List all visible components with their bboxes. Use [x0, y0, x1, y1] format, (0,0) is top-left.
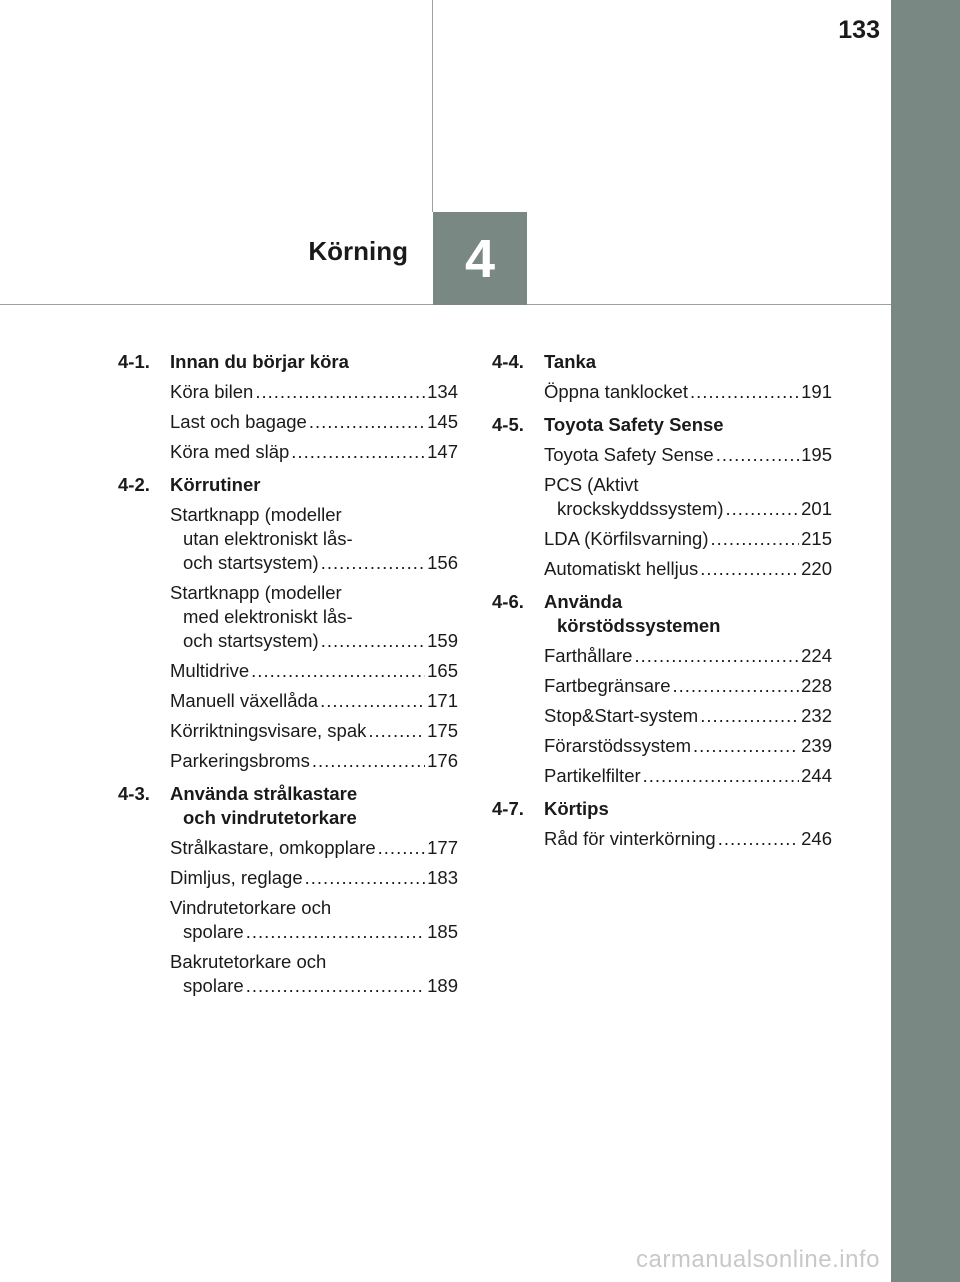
dot-leader [312, 749, 425, 773]
toc-entry[interactable] [118, 836, 458, 860]
entry-leader-line [544, 497, 832, 521]
page-number: 133 [838, 16, 880, 44]
entry-text-line: Bakrutetorkare och [170, 951, 327, 972]
toc-entry[interactable] [118, 503, 458, 575]
section-number: 4-5. [492, 414, 524, 435]
dot-leader [700, 557, 799, 581]
dot-leader [378, 836, 425, 860]
entry-leader-line [544, 380, 832, 404]
entry-title: Köra bilen [170, 381, 254, 402]
entry-title: Partikelfilter [544, 765, 641, 786]
entry-page-number: 191 [801, 381, 832, 402]
section-heading[interactable] [118, 782, 458, 830]
entry-title: LDA (Körfilsvarning) [544, 528, 709, 549]
entry-title: och startsystem) [183, 630, 319, 651]
entry-page-number: 228 [801, 675, 832, 696]
dot-leader [718, 827, 799, 851]
entry-title: Toyota Safety Sense [544, 444, 714, 465]
vertical-divider [432, 0, 433, 212]
entry-title: Stop&Start-system [544, 705, 699, 726]
entry-page-number: 171 [427, 690, 458, 711]
entry-text-line: med elektroniskt lås- [183, 606, 353, 627]
entry-leader-line [544, 644, 832, 668]
dot-leader [711, 527, 800, 551]
toc-entry[interactable] [118, 866, 458, 890]
entry-leader-line [544, 764, 832, 788]
entry-page-number: 239 [801, 735, 832, 756]
toc-entry[interactable] [118, 689, 458, 713]
toc-entry[interactable] [492, 704, 832, 728]
toc-entry[interactable] [118, 659, 458, 683]
entry-page-number: 147 [427, 441, 458, 462]
section-title: Innan du börjar köra [170, 351, 349, 372]
dot-leader [255, 380, 425, 404]
entry-leader-line [544, 704, 832, 728]
toc-entry[interactable] [118, 440, 458, 464]
entry-leader-line [544, 443, 832, 467]
entry-leader-line [170, 380, 458, 404]
chapter-number-box: 4 [433, 212, 527, 305]
section-number: 4-2. [118, 474, 150, 495]
toc-entry[interactable] [492, 443, 832, 467]
toc-entry[interactable] [118, 380, 458, 404]
section-heading[interactable] [492, 413, 832, 437]
entry-leader-line [170, 920, 458, 944]
entry-leader-line [170, 719, 458, 743]
section-title: Körtips [544, 798, 609, 819]
entry-page-number: 159 [427, 630, 458, 651]
entry-leader-line [170, 440, 458, 464]
entry-text-line: Vindrutetorkare och [170, 897, 332, 918]
toc-entry[interactable] [492, 644, 832, 668]
entry-page-number: 232 [801, 705, 832, 726]
dot-leader [672, 674, 799, 698]
entry-leader-line [170, 689, 458, 713]
dot-leader [320, 689, 425, 713]
toc-entry[interactable] [492, 380, 832, 404]
toc-entry[interactable] [118, 719, 458, 743]
entry-leader-line [170, 551, 458, 575]
entry-title: Parkeringsbroms [170, 750, 310, 771]
entry-page-number: 201 [801, 498, 832, 519]
entry-title: och startsystem) [183, 552, 319, 573]
entry-leader-line [170, 836, 458, 860]
section-title: Toyota Safety Sense [544, 414, 724, 435]
entry-title: Köra med släp [170, 441, 290, 462]
entry-text-line: utan elektroniskt lås- [183, 528, 353, 549]
entry-page-number: 156 [427, 552, 458, 573]
entry-page-number: 195 [801, 444, 832, 465]
entry-page-number: 185 [427, 921, 458, 942]
chapter-side-tab [891, 0, 960, 1282]
toc-section [492, 350, 832, 404]
toc-entry[interactable] [118, 410, 458, 434]
toc-entry[interactable] [118, 749, 458, 773]
section-number: 4-3. [118, 783, 150, 804]
entry-title: Körriktningsvisare, spak [170, 720, 367, 741]
toc-section [492, 590, 832, 788]
toc-section [118, 350, 458, 464]
section-number: 4-6. [492, 591, 524, 612]
entry-page-number: 165 [427, 660, 458, 681]
entry-leader-line [170, 749, 458, 773]
toc-entry[interactable] [492, 827, 832, 851]
toc-entry[interactable] [492, 674, 832, 698]
section-title: Tanka [544, 351, 597, 372]
dot-leader [690, 380, 799, 404]
toc-entry[interactable] [492, 557, 832, 581]
dot-leader [368, 719, 425, 743]
entry-title: Förarstödssystem [544, 735, 692, 756]
entry-leader-line [544, 827, 832, 851]
section-title-cont: körstödssystemen [557, 615, 721, 636]
section-title: Körrutiner [170, 474, 261, 495]
entry-title: Multidrive [170, 660, 250, 681]
entry-leader-line [544, 734, 832, 758]
toc-entry[interactable] [118, 581, 458, 653]
section-number: 4-4. [492, 351, 524, 372]
entry-title: spolare [183, 975, 244, 996]
entry-title: Last och bagage [170, 411, 307, 432]
dot-leader [693, 734, 799, 758]
toc-entry[interactable] [492, 764, 832, 788]
entry-text-line: PCS (Aktivt [544, 474, 639, 495]
toc-section [118, 782, 458, 998]
entry-page-number: 215 [801, 528, 832, 549]
section-number: 4-1. [118, 351, 150, 372]
entry-leader-line [170, 974, 458, 998]
dot-leader [716, 443, 799, 467]
chapter-title: Körning [308, 236, 408, 266]
dot-leader [700, 704, 799, 728]
dot-leader [291, 440, 425, 464]
dot-leader [634, 644, 799, 668]
watermark: carmanualsonline.info [636, 1246, 880, 1273]
toc-entry[interactable] [118, 896, 458, 944]
entry-title: Fartbegränsare [544, 675, 671, 696]
dot-leader [246, 974, 425, 998]
entry-leader-line [544, 674, 832, 698]
entry-text-line: Startknapp (modeller [170, 504, 342, 525]
toc-column-right [492, 350, 832, 860]
entry-page-number: 145 [427, 411, 458, 432]
entry-leader-line [544, 557, 832, 581]
section-heading[interactable] [492, 797, 832, 821]
toc-section [492, 413, 832, 581]
entry-leader-line [170, 410, 458, 434]
entry-page-number: 183 [427, 867, 458, 888]
entry-page-number: 134 [427, 381, 458, 402]
entry-title: Öppna tanklocket [544, 381, 688, 402]
entry-leader-line [170, 629, 458, 653]
entry-text-line: Startknapp (modeller [170, 582, 342, 603]
section-title: Använda [544, 591, 623, 612]
toc-section [492, 797, 832, 851]
section-title: Använda strålkastare [170, 783, 358, 804]
dot-leader [309, 410, 425, 434]
dot-leader [321, 629, 425, 653]
entry-page-number: 246 [801, 828, 832, 849]
toc-entry[interactable] [492, 734, 832, 758]
dot-leader [643, 764, 799, 788]
entry-page-number: 189 [427, 975, 458, 996]
dot-leader [251, 659, 425, 683]
entry-title: spolare [183, 921, 244, 942]
section-heading[interactable] [492, 350, 832, 374]
entry-title: krockskyddssystem) [557, 498, 724, 519]
dot-leader [321, 551, 425, 575]
section-heading[interactable] [118, 473, 458, 497]
section-heading[interactable] [118, 350, 458, 374]
toc-entry[interactable] [492, 473, 832, 521]
entry-leader-line [170, 659, 458, 683]
entry-title: Strålkastare, omkopplare [170, 837, 376, 858]
section-number: 4-7. [492, 798, 524, 819]
entry-title: Automatiskt helljus [544, 558, 699, 579]
entry-title: Råd för vinterkörning [544, 828, 716, 849]
entry-page-number: 176 [427, 750, 458, 771]
entry-page-number: 244 [801, 765, 832, 786]
entry-page-number: 224 [801, 645, 832, 666]
entry-page-number: 175 [427, 720, 458, 741]
entry-page-number: 220 [801, 558, 832, 579]
toc-section [118, 473, 458, 773]
dot-leader [246, 920, 425, 944]
toc-entry[interactable] [118, 950, 458, 998]
entry-leader-line [170, 866, 458, 890]
toc-entry[interactable] [492, 527, 832, 551]
entry-title: Manuell växellåda [170, 690, 319, 711]
dot-leader [305, 866, 425, 890]
dot-leader [726, 497, 800, 521]
entry-title: Dimljus, reglage [170, 867, 303, 888]
entry-title: Farthållare [544, 645, 633, 666]
toc-column-left [118, 350, 458, 1007]
entry-leader-line [544, 527, 832, 551]
entry-page-number: 177 [427, 837, 458, 858]
section-heading[interactable] [492, 590, 832, 638]
section-title-cont: och vindrutetorkare [183, 807, 357, 828]
